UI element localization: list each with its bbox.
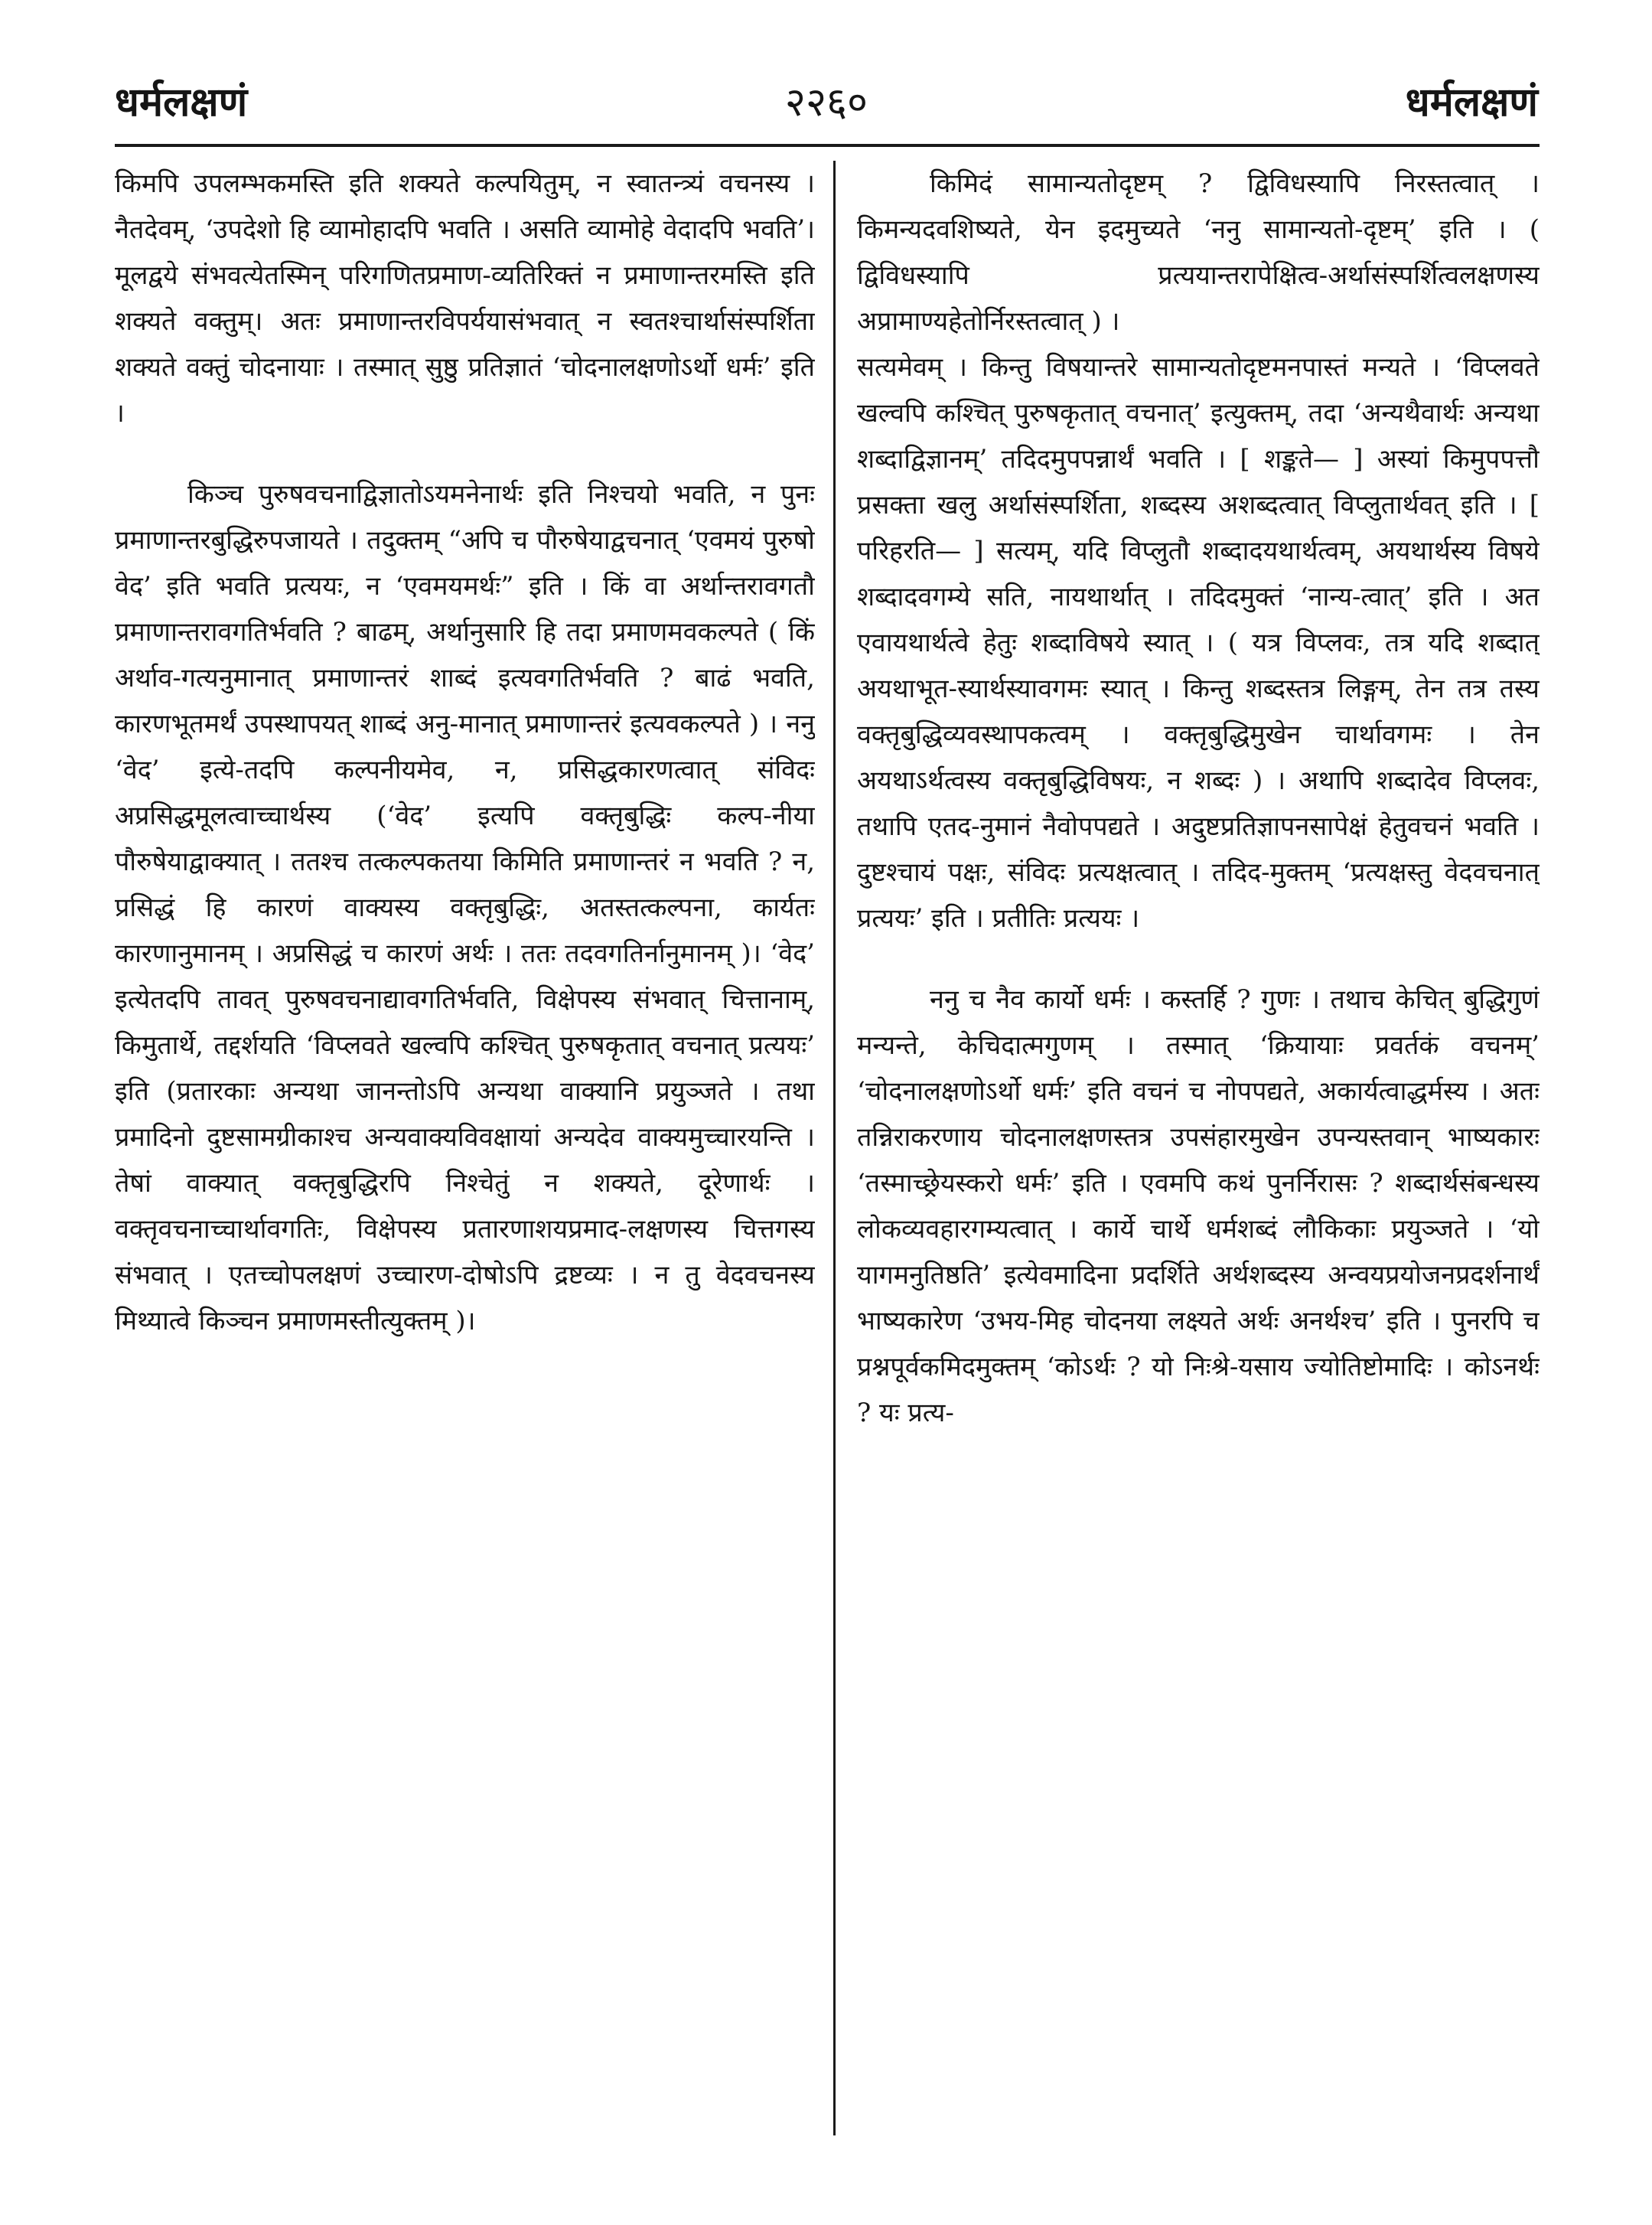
left-column — [115, 161, 815, 2151]
header-rule — [115, 144, 1540, 147]
right-column — [857, 161, 1540, 2151]
running-title-right: धर्मलक्षणं — [1405, 79, 1538, 126]
running-title-left: धर्मलक्षणं — [115, 79, 248, 126]
right-paragraph-1: किमिदं सामान्यतोदृष्टम् ? द्विविधस्यापि निरस्तत्वात् । किमन्यदवशिष्यते, येन इदमुच्यते ‘ननु सामान्यतो-दृष्टम्’ इति । ( द्विविधस्यापि प्रत्ययान्तरापेक्षित्व-अर्थासंस्पर्शित्वलक्षणस्य अप्रामाण्यहेतोर्निरस्तत्वात् ) । — [857, 168, 1540, 337]
column-divider — [833, 161, 836, 2135]
page-header — [115, 60, 1538, 136]
left-paragraph-1: किमपि उपलम्भकमस्ति इति शक्यते कल्पयितुम्, न स्वातन्त्र्यं वचनस्य । नैतदेवम्, ‘उपदेशो हि व्यामोहादपि भवति । असति व्यामोहे वेदादपि भवति’। मूलद्वये संभवत्येतस्मिन् परिगणितप्रमाण-व्यतिरिक्तं न प्रमाणान्तरमस्ति इति शक्यते वक्तुम्। अतः प्रमाणान्तरविपर्ययासंभवात् न स्वतश्चार्थासंस्पर्शिता शक्यते वक्तुं चोदनायाः । तस्मात् सुष्ठु प्रतिज्ञातं ‘चोदनालक्षणोऽर्थो धर्मः’ इति । — [115, 168, 815, 429]
page-number: २२६० — [784, 80, 868, 126]
right-paragraph-3: ननु च नैव कार्यो धर्मः । कस्तर्हि ? गुणः । तथाच केचित् बुद्धिगुणं मन्यन्ते, केचिदात्मगुणम् । तस्मात् ‘क्रियायाः प्रवर्तकं वचनम्’ ‘चोदनालक्षणोऽर्थो धर्मः’ इति वचनं च नोपपद्यते, अकार्यत्वाद्धर्मस्य । अतः तन्निराकरणाय चोदनालक्षणस्तत्र उपसंहारमुखेन उपन्यस्तवान् भाष्यकारः ‘तस्माच्छ्रेयस्करो धर्मः’ इति । एवमपि कथं पुनर्निरासः ? शब्दार्थसंबन्धस्य लोकव्यवहारगम्यत्वात् । कार्ये चार्थे धर्मशब्दं लौकिकाः प्रयुञ्जते । ‘यो यागमनुतिष्ठति’ इत्येवमादिना प्रदर्शिते अर्थशब्दस्य अन्वयप्रयोजनप्रदर्शनार्थं भाष्यकारेण ‘उभय-मिह चोदनया लक्ष्यते अर्थः अनर्थश्च’ इति । पुनरपि च प्रश्नपूर्वकमिदमुक्तम् ‘कोऽर्थः ? यो निःश्रे-यसाय ज्योतिष्टोमादिः । कोऽनर्थः ? यः प्रत्य- — [857, 984, 1540, 1428]
right-paragraph-2: सत्यमेवम् । किन्तु विषयान्तरे सामान्यतोदृष्टमनपास्तं मन्यते । ‘विप्लवते खल्वपि कश्चित् पुरुषकृतात् वचनात्’ इत्युक्तम्, तदा ‘अन्यथैवार्थः अन्यथा शब्दाद्विज्ञानम्’ तदिदमुपपन्नार्थं भवति । [ शङ्कते— ] अस्यां किमुपपत्तौ प्रसक्ता खलु अर्थासंस्पर्शिता, शब्दस्य अशब्दत्वात् विप्लुतार्थवत् इति । [ परिहरति— ] सत्यम्, यदि विप्लुतौ शब्दादयथार्थत्वम्, अयथार्थस्य विषये शब्दादवगम्ये सति, नायथार्थात् । तदिदमुक्तं ‘नान्य-त्वात्’ इति । अत एवायथार्थत्वे हेतुः शब्दाविषये स्यात् । ( यत्र विप्लवः, तत्र यदि शब्दात् अयथाभूत-स्यार्थस्यावगमः स्यात् । किन्तु शब्दस्तत्र लिङ्गम्, तेन तत्र तस्य वक्तृबुद्धिव्यवस्थापकत्वम् । वक्तृबुद्धिमुखेन चार्थावगमः । तेन अयथाऽर्थत्वस्य वक्तृबुद्धिविषयः, न शब्दः ) । अथापि शब्दादेव विप्लवः, तथापि एतद-नुमानं नैवोपपद्यते । अदुष्टप्रतिज्ञापनसापेक्षं हेतुवचनं भवति । दुष्टश्चायं पक्षः, संविदः प्रत्यक्षत्वात् । तदिद-मुक्तम् ‘प्रत्यक्षस्तु वेदवचनात् प्रत्ययः’ इति । प्रतीतिः प्रत्ययः । — [857, 352, 1540, 934]
left-paragraph-2: किञ्च पुरुषवचनाद्विज्ञातोऽयमनेनार्थः इति निश्चयो भवति, न पुनः प्रमाणान्तरबुद्धिरुपजायते । तदुक्तम् “अपि च पौरुषेयाद्वचनात् ‘एवमयं पुरुषो वेद’ इति भवति प्रत्ययः, न ‘एवमयमर्थः” इति । किं वा अर्थान्तरावगतौ प्रमाणान्तरावगतिर्भवति ? बाढम्, अर्थानुसारि हि तदा प्रमाणमवकल्पते ( किं अर्थाव-गत्यनुमानात् प्रमाणान्तरं शाब्दं इत्यवगतिर्भवति ? बाढं भवति, कारणभूतमर्थं उपस्थापयत् शाब्दं अनु-मानात् प्रमाणान्तरं इत्यवकल्पते ) । ननु ‘वेद’ इत्ये-तदपि कल्पनीयमेव, न, प्रसिद्धकारणत्वात् संविदः अप्रसिद्धमूलत्वाच्चार्थस्य (‘वेद’ इत्यपि वक्तृबुद्धिः कल्प-नीया पौरुषेयाद्वाक्यात् । ततश्च तत्कल्पकतया किमिति प्रमाणान्तरं न भवति ? न, प्रसिद्धं हि कारणं वाक्यस्य वक्तृबुद्धिः, अतस्तत्कल्पना, कार्यतः कारणानुमानम् । अप्रसिद्धं च कारणं अर्थः । ततः तदवगतिर्नानुमानम् )। ‘वेद’ इत्येतदपि तावत् पुरुषवचनाद्यावगतिर्भवति, विक्षेपस्य संभवात् चित्तानाम्, किमुतार्थे, तद्दर्शयति ‘विप्लवते खल्वपि कश्चित् पुरुषकृतात् वचनात् प्रत्ययः’ इति (प्रतारकाः अन्यथा जानन्तोऽपि अन्यथा वाक्यानि प्रयुञ्जते । तथा प्रमादिनो दुष्टसामग्रीकाश्च अन्यवाक्यविवक्षायां अन्यदेव वाक्यमुच्चारयन्ति । तेषां वाक्यात् वक्तृबुद्धिरपि निश्चेतुं न शक्यते, दूरेणार्थः । वक्तृवचनाच्चार्थावगतिः, विक्षेपस्य प्रतारणाशयप्रमाद-लक्षणस्य चित्तगस्य संभवात् । एतच्चोपलक्षणं उच्चारण-दोषोऽपि द्रष्टव्यः । न तु वेदवचनस्य मिथ्यात्वे किञ्चन प्रमाणमस्तीत्युक्तम् )। — [115, 479, 815, 1336]
